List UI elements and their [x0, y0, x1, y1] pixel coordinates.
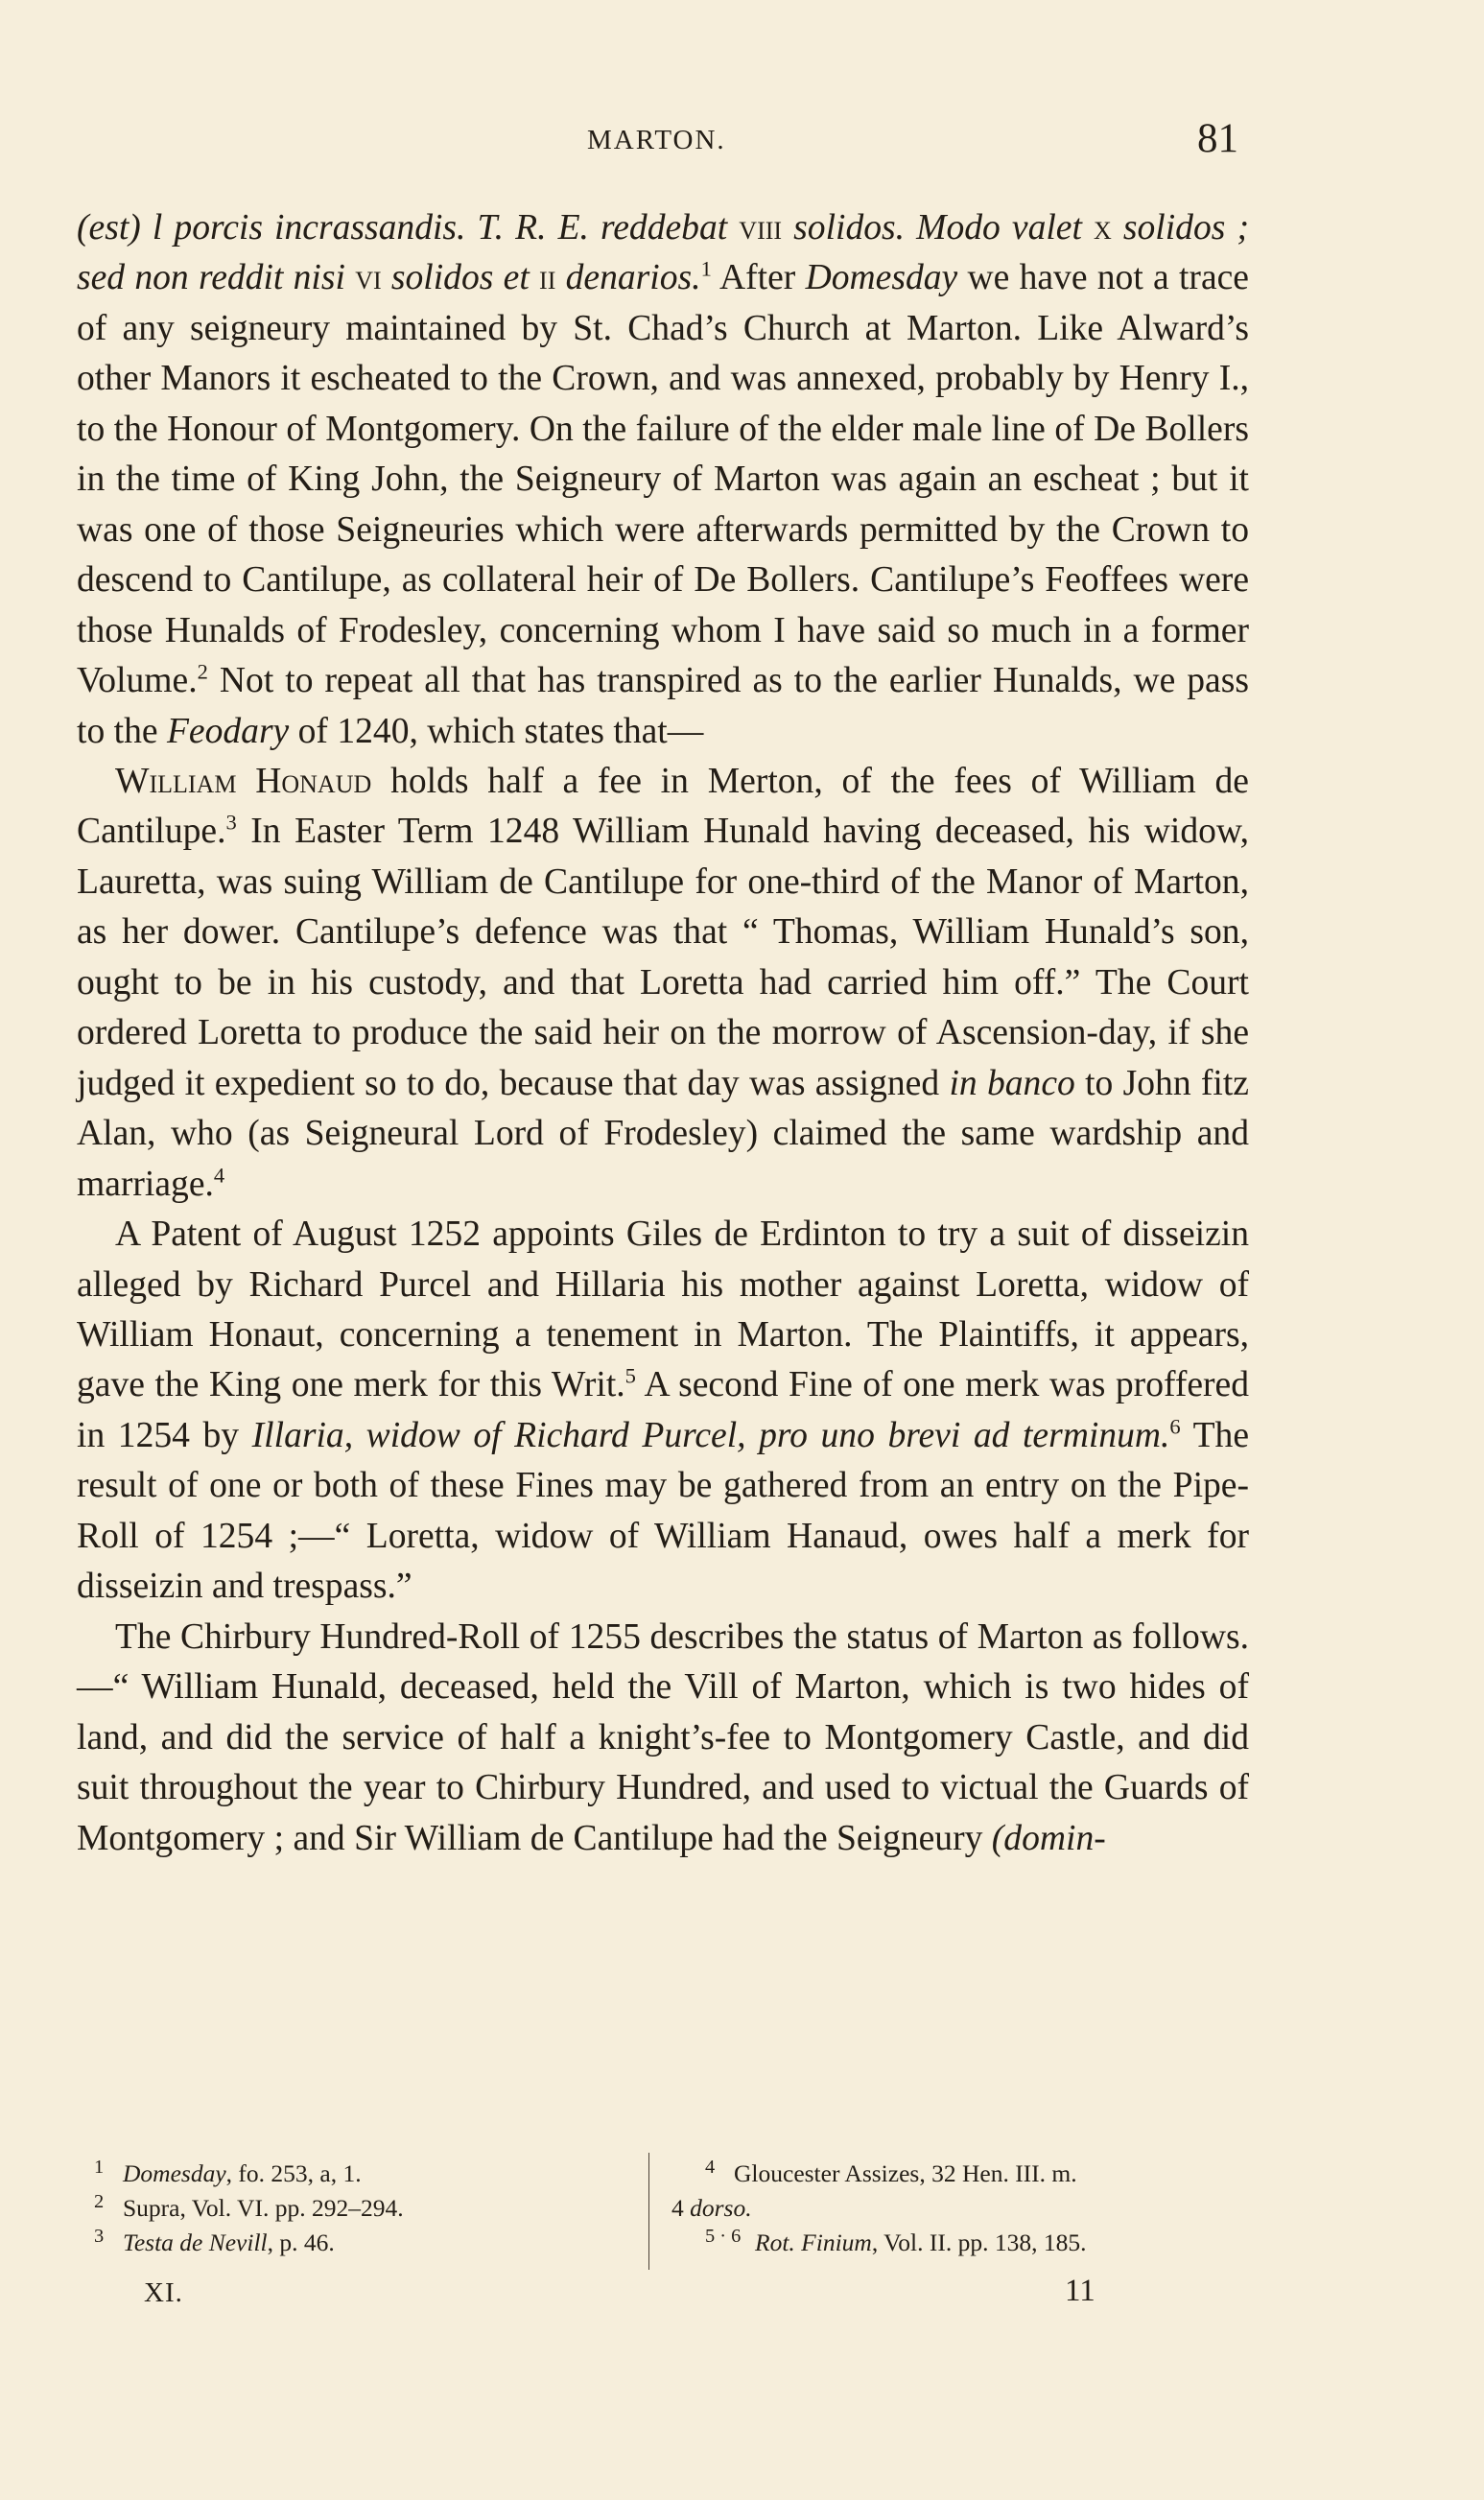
text-run: Testa de Nevill [123, 2229, 268, 2256]
text-run: (domin- [991, 1818, 1106, 1858]
text-run: holds half a fee in Merton, of the fees of William de Cantilupe. [77, 761, 1249, 852]
footnote-4-continued [671, 2191, 1247, 2226]
footnote-ref: 2 [197, 659, 208, 684]
paragraph-4 [77, 1613, 1249, 1864]
footnote-5-6: 5 · 6 Rot. Finium, Vol. II. pp. 138, 185. [705, 2225, 1087, 2256]
text-run: A second Fine of one merk was proffered in 1254 by [77, 1365, 1249, 1455]
footnotes-right-column [671, 2157, 1247, 2260]
text-run: , Vol. II. pp. 138, 185. [871, 2229, 1087, 2256]
sheet-number: 11 [1065, 2274, 1095, 2308]
paragraph-2 [77, 757, 1249, 1210]
text-run: vi [355, 258, 382, 298]
text-run: Illaria, widow of Richard Purcel, pro uno brevi ad terminum. [251, 1415, 1170, 1455]
text-run: l porcis incrassandis. T. R. E. reddebat [152, 208, 740, 248]
text-run: William Honaud [115, 761, 372, 801]
text-run: solidos. Modo valet [782, 208, 1095, 248]
footnote-4: 4 Gloucester Assizes, 32 Hen. III. m. [705, 2156, 1077, 2187]
text-run: A Patent of August 1252 appoints Giles de Erdinton to try a suit of disseizin alleged by Richard Purcel and Hillaria his mother against Loretta, widow of William Honaut, concerning a tenement in Marton. The Plaintiffs, it appears, gave the King one merk for this Writ. [77, 1215, 1249, 1405]
text-run: Domesday [123, 2159, 226, 2187]
text-run: x [1094, 208, 1112, 248]
page-number: 81 [1197, 116, 1238, 161]
text-run: The Chirbury Hundred-Roll of 1255 describes the status of Marton as follows.—“ William Hunald, deceased, held the Vill of Marton, which is two hides of land, and did the service of half a knight’s-fee to Montgomery Castle, and did suit throughout the year to Chirbury Hundred, and used to victual the Guards of Montgomery ; and Sir William de Cantilupe had the Seigneury [77, 1616, 1249, 1858]
text-run: , p. 46. [267, 2229, 335, 2256]
text-run: of 1240, which states that— [289, 711, 704, 751]
text-run: Rot. Finium [755, 2229, 872, 2256]
text-run: The result of one or both of these Fines may be gathered from an entry on the Pipe-Roll of 1254 ;—“ Loretta, widow of William Hanaud, owes half a merk for disseizin and trespass.” [77, 1415, 1249, 1607]
signature-mark: XI. [144, 2277, 183, 2308]
paragraph-1 [77, 203, 1249, 757]
text-run: ii [539, 258, 556, 298]
text-run: viii [739, 208, 783, 248]
text-run: In Easter Term 1248 William Hunald having deceased, his widow, Lauretta, was suing William de Cantilupe for one-third of the Manor of Marton, as her dower. Cantilupe’s defence was that “ Thomas, William Hunald’s son, ought to be in his custody, and that Loretta had carried him off.” The Court ordered Loretta to produce the said heir on the morrow of Ascension-day, if she judged it expedient so to do, because that day was assigned [77, 812, 1249, 1103]
text-run: Feodary [166, 711, 290, 751]
body-text [77, 203, 1249, 1864]
footnote-ref: 6 [1169, 1414, 1181, 1439]
running-head: MARTON. [587, 125, 726, 155]
text-run: After [711, 258, 806, 298]
text-run: Supra, Vol. VI. pp. 292–294. [123, 2194, 404, 2222]
paragraph-3 [77, 1210, 1249, 1613]
footnotes-left-column [94, 2157, 631, 2260]
text-run: dorso. [690, 2194, 752, 2222]
text-run: Not to repeat all that has transpired as to the earlier Hunalds, we pass to the [77, 661, 1249, 751]
footnote-ref: 3 [225, 810, 237, 835]
text-run: (est) [77, 208, 153, 248]
footnotes [0, 2149, 1484, 2274]
footnote-ref: 4 [213, 1163, 225, 1188]
footnote-ref: 5 [624, 1363, 636, 1388]
text-run: in banco [949, 1063, 1075, 1103]
page-header [0, 115, 1484, 173]
text-run: Gloucester Assizes, 32 Hen. III. m. [734, 2159, 1077, 2187]
text-run: solidos ; sed non reddit nisi [77, 208, 1249, 298]
footnote-3: 3 Testa de Nevill, p. 46. [94, 2225, 335, 2256]
text-run: denarios. [555, 258, 701, 298]
footnote-1: 1 Domesday, fo. 253, a, 1. [94, 2156, 362, 2187]
text-run: solidos et [381, 258, 540, 298]
text-run: 4 [671, 2194, 691, 2222]
text-run: Domesday [805, 258, 958, 298]
text-run: to John fitz Alan, who (as Seigneural Lord of Frodesley) claimed the same wardship and marriage. [77, 1063, 1249, 1204]
text-run: , fo. 253, a, 1. [225, 2159, 362, 2187]
text-run: we have not a trace of any seigneury maintained by St. Chad’s Church at Marton. Like Alward’s other Manors it escheated to the Crown, and was annexed, probably by Henry I., to the Honour of Montgomery. On the failure of the elder male line of De Bollers in the time of King John, the Seigneury of Marton was again an escheat ; but it was one of those Seigneuries which were afterwards permitted by the Crown to descend to Cantilupe, as collateral heir of De Bollers. Cantilupe’s Feoffees were those Hunalds of Frodesley, concerning whom I have said so much in a former Volume. [77, 258, 1249, 701]
footnote-ref: 1 [700, 256, 712, 281]
footnote-2: 2 Supra, Vol. VI. pp. 292–294. [94, 2190, 404, 2222]
